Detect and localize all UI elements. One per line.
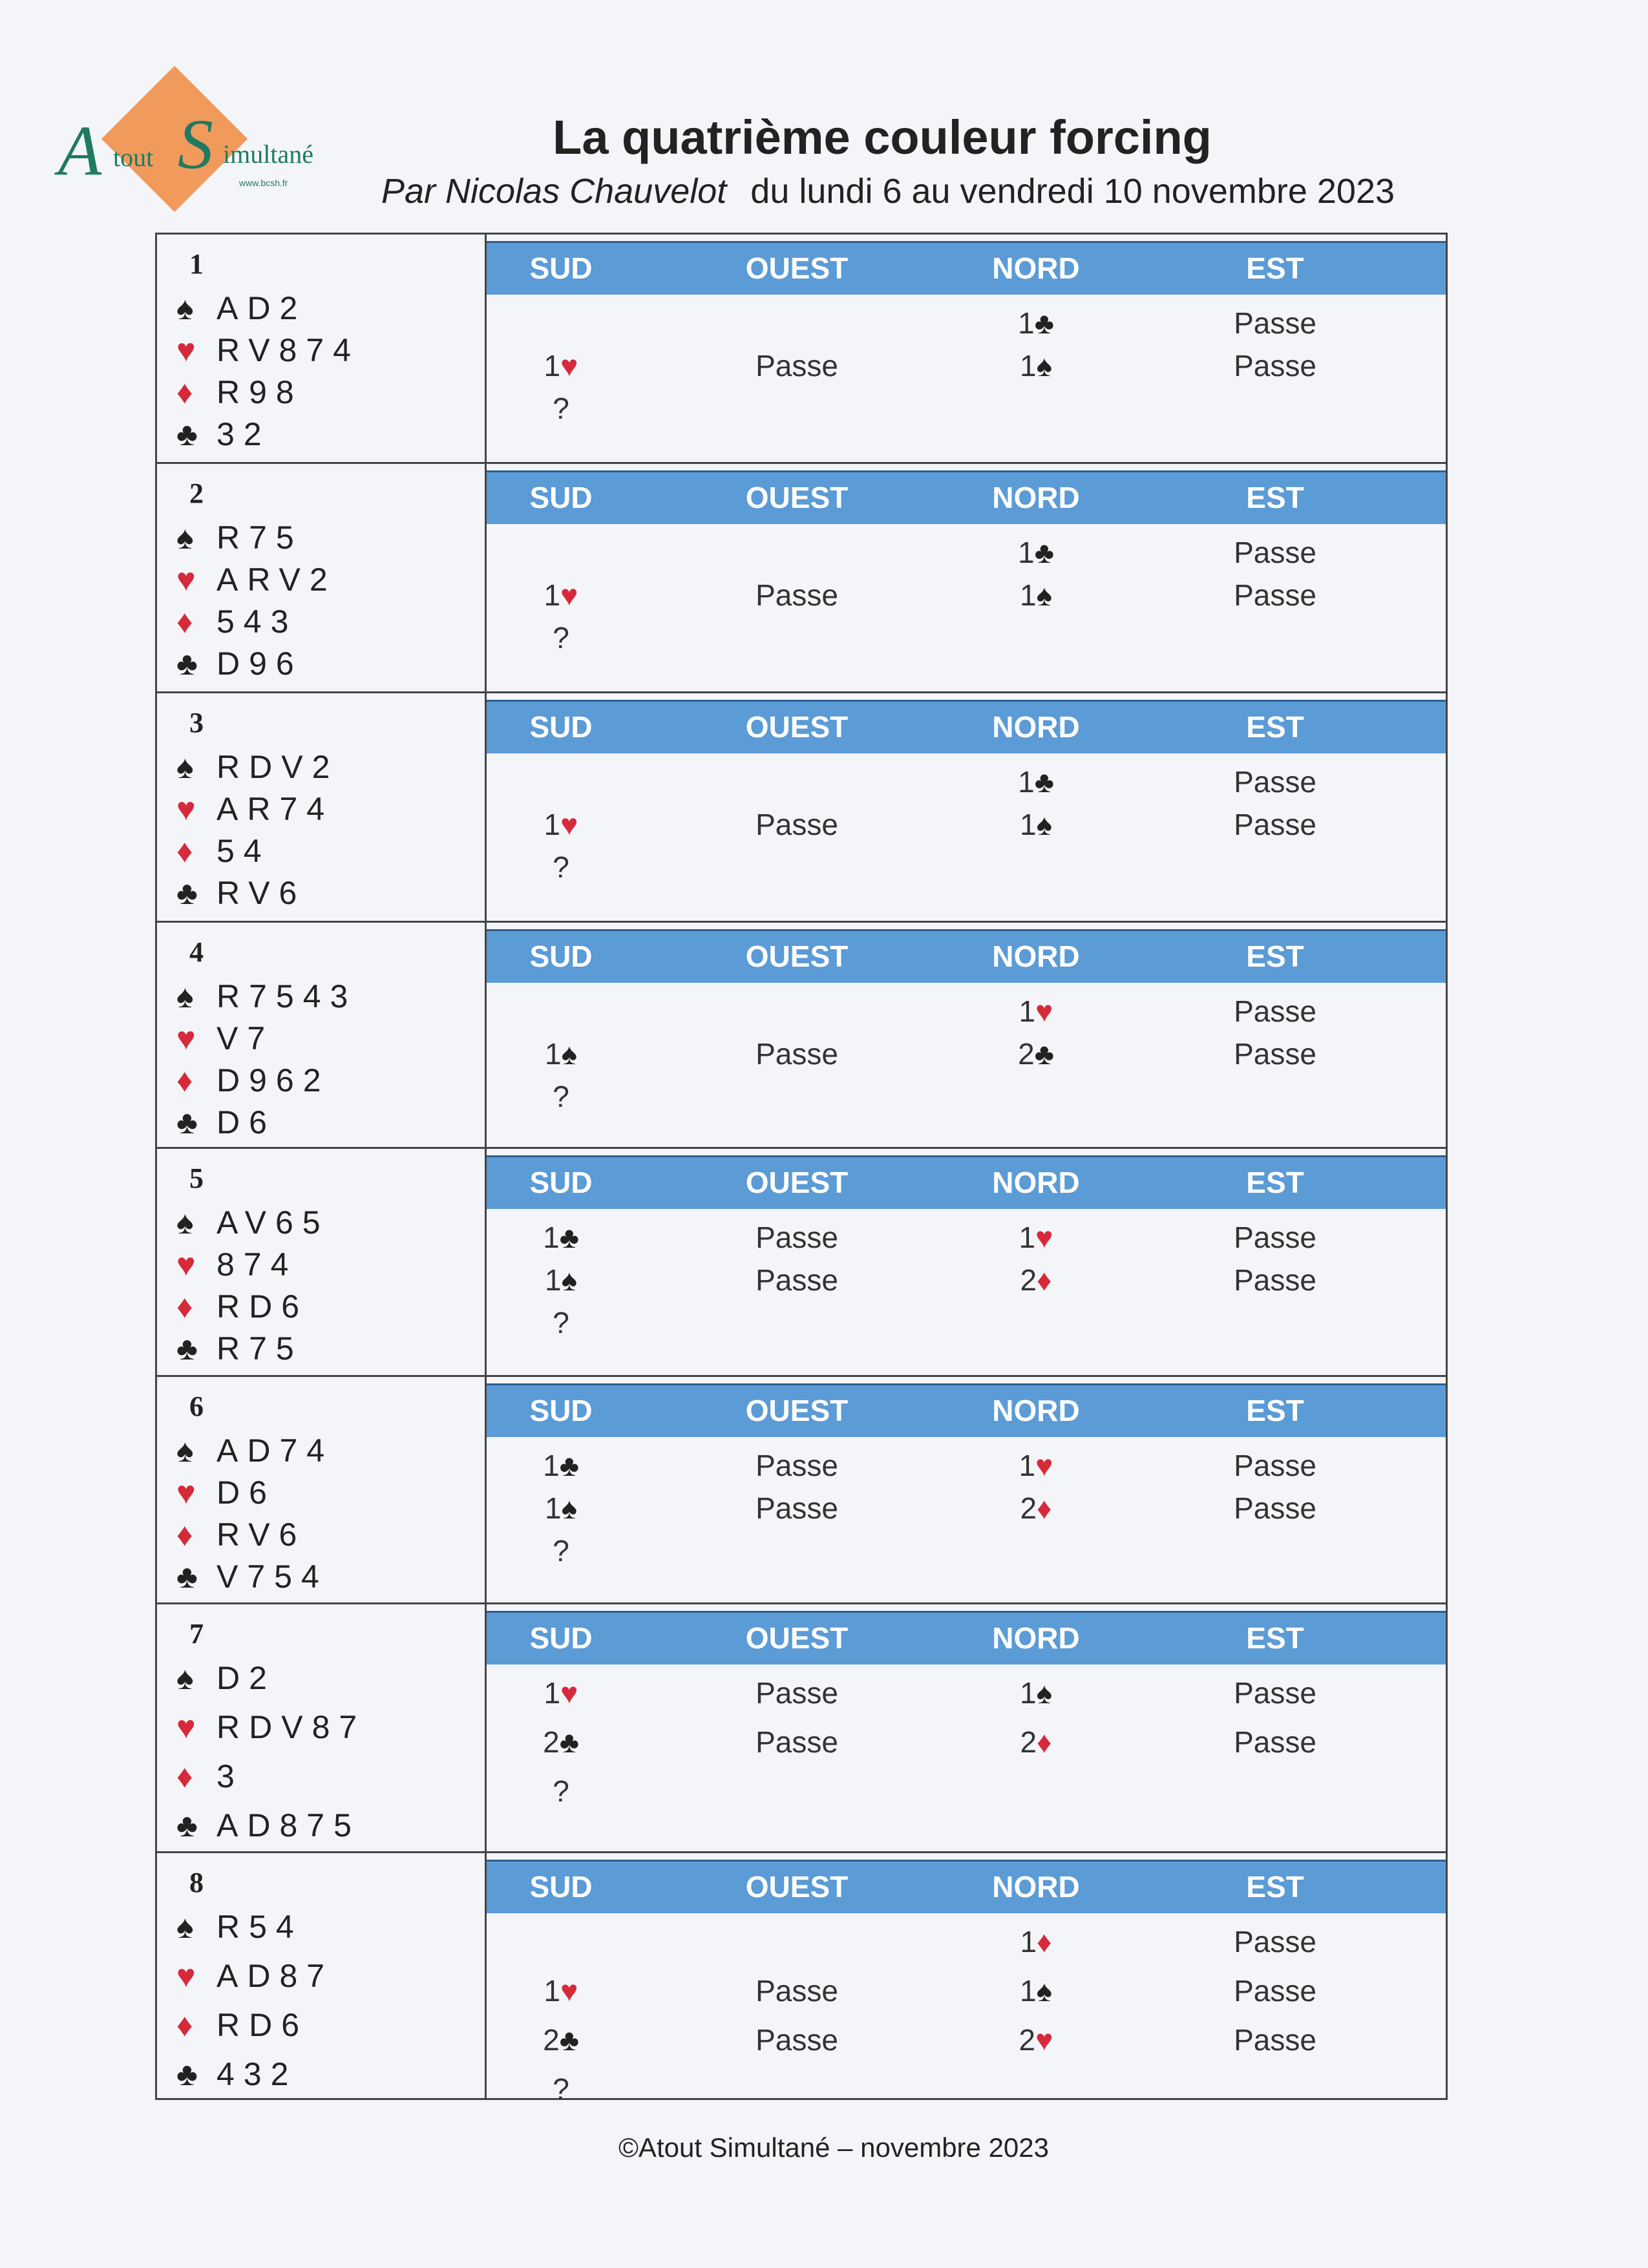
bid-est: Passe bbox=[1234, 536, 1316, 569]
header-sud: SUD bbox=[529, 481, 593, 514]
spades-cards: AV65 bbox=[217, 1204, 330, 1241]
bid-nord: 1♠ bbox=[1019, 1676, 1053, 1710]
bid-sud: 1♥ bbox=[544, 1676, 578, 1710]
bid-nord: 1♥ bbox=[1019, 1221, 1053, 1254]
diamonds-icon: ♦ bbox=[176, 833, 193, 869]
deal-number: 1 bbox=[189, 248, 204, 280]
bid-sud: ? bbox=[553, 2072, 569, 2106]
spades-cards: R54 bbox=[217, 1909, 303, 1945]
diamonds-cards: RD6 bbox=[217, 1288, 309, 1325]
header-ouest: OUEST bbox=[745, 1870, 849, 1904]
south-hand bbox=[157, 235, 487, 462]
header-sud: SUD bbox=[529, 940, 593, 973]
hand-clubs bbox=[176, 874, 306, 912]
bid-suit-icon: ♠ bbox=[1036, 808, 1053, 841]
spades-icon: ♠ bbox=[176, 520, 194, 556]
bidding-header bbox=[487, 241, 1446, 295]
hand-diamonds bbox=[176, 1516, 306, 1553]
hand-hearts bbox=[176, 1474, 276, 1511]
header-nord: NORD bbox=[992, 1870, 1080, 1904]
bid-sud: 1♥ bbox=[544, 808, 578, 841]
bid-sud: 1♥ bbox=[544, 349, 578, 383]
hearts-icon: ♥ bbox=[176, 791, 196, 827]
diamonds-cards: RV6 bbox=[217, 1517, 306, 1553]
bid-ouest: Passe bbox=[755, 1037, 838, 1071]
hearts-icon: ♥ bbox=[176, 332, 196, 368]
bid-sud: 1♣ bbox=[543, 1221, 579, 1254]
hearts-icon: ♥ bbox=[176, 1709, 196, 1745]
bid-ouest: Passe bbox=[755, 1221, 838, 1254]
spades-cards: R75 bbox=[217, 520, 303, 556]
header-ouest: OUEST bbox=[745, 1621, 849, 1655]
bid-nord: 2♥ bbox=[1019, 2023, 1053, 2057]
hand-hearts bbox=[176, 790, 333, 828]
south-hand bbox=[157, 1853, 487, 2098]
hearts-cards: D6 bbox=[217, 1475, 276, 1511]
spades-icon: ♠ bbox=[176, 1204, 194, 1241]
hearts-icon: ♥ bbox=[176, 1246, 196, 1283]
header-est: EST bbox=[1246, 710, 1304, 744]
bid-est: Passe bbox=[1234, 1221, 1316, 1254]
spades-icon: ♠ bbox=[176, 1909, 194, 1945]
hand-clubs bbox=[176, 1330, 303, 1367]
hearts-cards: V7 bbox=[217, 1020, 275, 1056]
bid-ouest: Passe bbox=[755, 1491, 838, 1525]
clubs-icon: ♣ bbox=[176, 646, 198, 682]
clubs-icon: ♣ bbox=[176, 1104, 198, 1140]
diamonds-cards: 54 bbox=[217, 833, 271, 869]
bid-est: Passe bbox=[1234, 1974, 1316, 2008]
hand-clubs bbox=[176, 415, 271, 453]
bid-sud: ? bbox=[553, 392, 569, 425]
hand-spades bbox=[176, 1908, 303, 1946]
hand-clubs bbox=[176, 2055, 297, 2093]
deal-number: 2 bbox=[189, 478, 204, 509]
spades-icon: ♠ bbox=[176, 978, 194, 1014]
bid-ouest: Passe bbox=[755, 1725, 838, 1759]
bid-suit-icon: ♦ bbox=[1037, 1263, 1052, 1297]
hand-spades bbox=[176, 1204, 330, 1241]
deal-number: 7 bbox=[189, 1618, 204, 1650]
bid-est: Passe bbox=[1234, 349, 1316, 383]
bidding-table bbox=[487, 693, 1446, 921]
bid-est: Passe bbox=[1234, 1037, 1316, 1071]
header-sud: SUD bbox=[529, 1621, 593, 1655]
hand-hearts bbox=[176, 1246, 297, 1283]
south-hand bbox=[157, 464, 487, 691]
bid-est: Passe bbox=[1234, 1925, 1316, 1958]
bid-est: Passe bbox=[1234, 1449, 1316, 1482]
south-hand bbox=[157, 1149, 487, 1375]
author-name: Par Nicolas Chauvelot bbox=[381, 172, 727, 211]
south-hand bbox=[157, 1377, 487, 1602]
bid-est: Passe bbox=[1234, 808, 1316, 841]
header-ouest: OUEST bbox=[745, 251, 849, 285]
spades-cards: D2 bbox=[217, 1660, 276, 1696]
deal-number: 8 bbox=[189, 1867, 204, 1898]
hearts-cards: 874 bbox=[217, 1246, 298, 1283]
bid-sud: 1♠ bbox=[544, 1491, 578, 1525]
hand-diamonds bbox=[176, 603, 297, 640]
diamonds-cards: 543 bbox=[217, 604, 298, 640]
bid-nord: 1♣ bbox=[1018, 306, 1054, 340]
date-range: du lundi 6 au vendredi 10 novembre 2023 bbox=[750, 172, 1395, 211]
bid-nord: 1♣ bbox=[1018, 765, 1054, 799]
spades-cards: AD74 bbox=[217, 1433, 334, 1469]
header-est: EST bbox=[1246, 251, 1304, 285]
copyright-footer: ©Atout Simultané – novembre 2023 bbox=[618, 2132, 1049, 2163]
bidding-table bbox=[487, 235, 1446, 462]
bidding-header bbox=[487, 1383, 1446, 1437]
clubs-cards: RV6 bbox=[217, 875, 306, 911]
page-subtitle bbox=[381, 171, 1395, 211]
hand-diamonds bbox=[176, 373, 303, 411]
bid-suit-icon: ♥ bbox=[1035, 1221, 1053, 1254]
hand-clubs bbox=[176, 645, 303, 682]
spades-cards: R7543 bbox=[217, 978, 357, 1014]
bid-sud: ? bbox=[553, 1080, 569, 1113]
spades-icon: ♠ bbox=[176, 1660, 194, 1696]
bid-suit-icon: ♦ bbox=[1037, 1925, 1052, 1958]
hand-diamonds bbox=[176, 2006, 308, 2044]
clubs-icon: ♣ bbox=[176, 1330, 198, 1367]
hand-diamonds bbox=[176, 1288, 308, 1325]
bidding-table bbox=[487, 1377, 1446, 1602]
bid-ouest: Passe bbox=[755, 578, 838, 612]
deal-number: 3 bbox=[189, 707, 204, 739]
bid-suit-icon: ♠ bbox=[561, 1037, 578, 1071]
deal-number: 5 bbox=[189, 1162, 204, 1194]
header-nord: NORD bbox=[992, 481, 1080, 514]
bid-suit-icon: ♦ bbox=[1037, 1491, 1052, 1525]
bid-sud: 2♣ bbox=[543, 1725, 579, 1759]
bid-est: Passe bbox=[1234, 306, 1316, 340]
bidding-header bbox=[487, 1611, 1446, 1664]
bid-nord: 2♦ bbox=[1020, 1725, 1052, 1759]
bid-suit-icon: ♥ bbox=[1035, 1449, 1053, 1482]
bid-sud: 1♠ bbox=[544, 1037, 578, 1071]
bid-est: Passe bbox=[1234, 1676, 1316, 1710]
hearts-cards: RV874 bbox=[217, 332, 360, 368]
hearts-icon: ♥ bbox=[176, 1020, 196, 1056]
hearts-cards: AR74 bbox=[217, 791, 334, 827]
header-ouest: OUEST bbox=[745, 710, 849, 744]
bid-suit-icon: ♥ bbox=[560, 1974, 578, 2008]
diamonds-icon: ♦ bbox=[176, 1062, 193, 1098]
bid-suit-icon: ♥ bbox=[560, 349, 578, 383]
hearts-icon: ♥ bbox=[176, 1475, 196, 1511]
clubs-icon: ♣ bbox=[176, 875, 198, 911]
header-sud: SUD bbox=[529, 710, 593, 744]
hearts-cards: ARV2 bbox=[217, 562, 337, 598]
bid-ouest: Passe bbox=[755, 808, 838, 841]
deal-row bbox=[155, 1375, 1448, 1602]
clubs-icon: ♣ bbox=[176, 2056, 198, 2092]
bid-sud: 2♣ bbox=[543, 2023, 579, 2057]
bid-ouest: Passe bbox=[755, 1263, 838, 1297]
bid-nord: 2♦ bbox=[1020, 1491, 1052, 1525]
bidding-header bbox=[487, 700, 1446, 753]
hearts-cards: RDV87 bbox=[217, 1709, 366, 1745]
bid-suit-icon: ♣ bbox=[1034, 1037, 1054, 1071]
hand-spades bbox=[176, 289, 306, 327]
bidding-header bbox=[487, 1155, 1446, 1209]
clubs-cards: R75 bbox=[217, 1330, 303, 1367]
header-sud: SUD bbox=[529, 1166, 593, 1199]
bid-ouest: Passe bbox=[755, 2023, 838, 2057]
diamonds-icon: ♦ bbox=[176, 1517, 193, 1553]
bid-nord: 1♠ bbox=[1019, 578, 1053, 612]
header-ouest: OUEST bbox=[745, 1166, 849, 1199]
hand-diamonds bbox=[176, 1062, 330, 1099]
spades-icon: ♠ bbox=[176, 290, 194, 326]
header-nord: NORD bbox=[992, 940, 1080, 973]
deal-row bbox=[155, 1602, 1448, 1851]
hand-clubs bbox=[176, 1807, 361, 1844]
bid-sud: ? bbox=[553, 1534, 569, 1568]
spades-cards: RDV2 bbox=[217, 749, 339, 785]
clubs-icon: ♣ bbox=[176, 1807, 198, 1843]
diamonds-icon: ♦ bbox=[176, 2007, 193, 2043]
header-est: EST bbox=[1246, 1394, 1304, 1427]
header-sud: SUD bbox=[529, 1870, 593, 1904]
bid-est: Passe bbox=[1234, 765, 1316, 799]
header-nord: NORD bbox=[992, 1621, 1080, 1655]
bid-suit-icon: ♥ bbox=[560, 1676, 578, 1710]
bid-suit-icon: ♣ bbox=[559, 2023, 579, 2057]
hand-hearts bbox=[176, 1957, 333, 1995]
bid-suit-icon: ♥ bbox=[1035, 2023, 1053, 2057]
bid-nord: 1♦ bbox=[1020, 1925, 1052, 1958]
deal-row bbox=[155, 921, 1448, 1147]
bid-sud: 1♥ bbox=[544, 1974, 578, 2008]
bid-ouest: Passe bbox=[755, 1449, 838, 1482]
hearts-icon: ♥ bbox=[176, 1958, 196, 1994]
logo-word-tout: tout bbox=[113, 143, 154, 172]
bid-suit-icon: ♠ bbox=[1036, 1974, 1053, 2008]
bid-nord: 1♠ bbox=[1019, 1974, 1053, 2008]
logo-letter-a: A bbox=[58, 111, 102, 190]
hand-spades bbox=[176, 748, 339, 786]
deal-number: 4 bbox=[189, 936, 204, 968]
bid-suit-icon: ♣ bbox=[1034, 536, 1054, 569]
bid-ouest: Passe bbox=[755, 349, 838, 383]
bid-nord: 2♣ bbox=[1018, 1037, 1054, 1071]
header-nord: NORD bbox=[992, 1166, 1080, 1199]
bid-suit-icon: ♣ bbox=[559, 1725, 579, 1759]
logo-word-imultane: imultané bbox=[223, 140, 313, 169]
diamonds-icon: ♦ bbox=[176, 1288, 193, 1325]
hand-spades bbox=[176, 519, 303, 556]
spades-cards: AD2 bbox=[217, 290, 307, 326]
diamonds-icon: ♦ bbox=[176, 1758, 193, 1794]
bid-suit-icon: ♥ bbox=[1035, 994, 1053, 1028]
bid-sud: ? bbox=[553, 621, 569, 655]
south-hand bbox=[157, 693, 487, 921]
header-sud: SUD bbox=[529, 251, 593, 285]
header-nord: NORD bbox=[992, 251, 1080, 285]
hand-clubs bbox=[176, 1558, 328, 1595]
bid-suit-icon: ♠ bbox=[1036, 1676, 1053, 1710]
bid-ouest: Passe bbox=[755, 1974, 838, 2008]
bidding-table bbox=[487, 923, 1446, 1147]
spades-icon: ♠ bbox=[176, 749, 194, 785]
bid-est: Passe bbox=[1234, 1491, 1316, 1525]
hand-hearts bbox=[176, 561, 337, 598]
header-est: EST bbox=[1246, 1166, 1304, 1199]
deal-row bbox=[155, 462, 1448, 691]
diamonds-icon: ♦ bbox=[176, 374, 193, 410]
bidding-table bbox=[487, 1149, 1446, 1375]
logo-url: www.bcsh.fr bbox=[239, 178, 288, 188]
header-est: EST bbox=[1246, 940, 1304, 973]
bid-nord: 1♠ bbox=[1019, 349, 1053, 383]
bid-ouest: Passe bbox=[755, 1676, 838, 1710]
bid-suit-icon: ♣ bbox=[559, 1449, 579, 1482]
bid-est: Passe bbox=[1234, 2023, 1316, 2057]
bid-nord: 2♦ bbox=[1020, 1263, 1052, 1297]
south-hand bbox=[157, 1604, 487, 1851]
bid-suit-icon: ♠ bbox=[561, 1491, 578, 1525]
bid-sud: 1♠ bbox=[544, 1263, 578, 1297]
hand-diamonds bbox=[176, 1758, 244, 1795]
bidding-table bbox=[487, 1853, 1446, 2106]
bid-est: Passe bbox=[1234, 1725, 1316, 1759]
clubs-cards: 32 bbox=[217, 416, 271, 452]
clubs-cards: AD875 bbox=[217, 1807, 361, 1843]
spades-icon: ♠ bbox=[176, 1433, 194, 1469]
south-hand bbox=[157, 923, 487, 1147]
bidding-header bbox=[487, 1860, 1446, 1913]
deal-row bbox=[155, 1147, 1448, 1375]
hearts-icon: ♥ bbox=[176, 562, 196, 598]
bid-nord: 1♥ bbox=[1019, 1449, 1053, 1482]
clubs-cards: V754 bbox=[217, 1559, 328, 1595]
clubs-cards: 432 bbox=[217, 2056, 298, 2092]
header-sud: SUD bbox=[529, 1394, 593, 1427]
diamonds-icon: ♦ bbox=[176, 604, 193, 640]
clubs-icon: ♣ bbox=[176, 1559, 198, 1595]
header-est: EST bbox=[1246, 1870, 1304, 1904]
bidding-header bbox=[487, 470, 1446, 524]
bid-suit-icon: ♣ bbox=[559, 1221, 579, 1254]
clubs-cards: D96 bbox=[217, 646, 303, 682]
hand-diamonds bbox=[176, 832, 271, 870]
header-ouest: OUEST bbox=[745, 481, 849, 514]
deal-number: 6 bbox=[189, 1391, 204, 1422]
deal-row bbox=[155, 233, 1448, 462]
bid-est: Passe bbox=[1234, 994, 1316, 1028]
bidding-table bbox=[487, 464, 1446, 691]
hand-clubs bbox=[176, 1104, 276, 1141]
bid-sud: ? bbox=[553, 1774, 569, 1808]
hand-spades bbox=[176, 1659, 276, 1697]
bidding-header bbox=[487, 929, 1446, 983]
bid-sud: 1♣ bbox=[543, 1449, 579, 1482]
hearts-cards: AD87 bbox=[217, 1958, 334, 1994]
hand-hearts bbox=[176, 1708, 366, 1746]
hand-spades bbox=[176, 978, 357, 1015]
header-ouest: OUEST bbox=[745, 940, 849, 973]
hand-hearts bbox=[176, 331, 360, 369]
bid-suit-icon: ♥ bbox=[560, 808, 578, 841]
clubs-cards: D6 bbox=[217, 1104, 276, 1140]
bid-sud: ? bbox=[553, 1306, 569, 1339]
bid-suit-icon: ♣ bbox=[1034, 765, 1054, 799]
diamonds-cards: R98 bbox=[217, 374, 303, 410]
bid-suit-icon: ♠ bbox=[1036, 349, 1053, 383]
bidding-table bbox=[487, 1604, 1446, 1851]
logo-letter-s: S bbox=[178, 105, 213, 184]
hand-spades bbox=[176, 1432, 333, 1469]
bid-suit-icon: ♠ bbox=[561, 1263, 578, 1297]
bid-sud: 1♥ bbox=[544, 578, 578, 612]
bid-suit-icon: ♥ bbox=[560, 578, 578, 612]
deal-row bbox=[155, 1851, 1448, 2106]
bid-sud: ? bbox=[553, 850, 569, 884]
diamonds-cards: 3 bbox=[217, 1758, 244, 1794]
hand-hearts bbox=[176, 1020, 274, 1057]
deal-row bbox=[155, 691, 1448, 921]
header-est: EST bbox=[1246, 1621, 1304, 1655]
bid-suit-icon: ♣ bbox=[1034, 306, 1054, 340]
diamonds-cards: RD6 bbox=[217, 2007, 309, 2043]
clubs-icon: ♣ bbox=[176, 416, 198, 452]
bid-suit-icon: ♠ bbox=[1036, 578, 1053, 612]
bid-est: Passe bbox=[1234, 578, 1316, 612]
header-ouest: OUEST bbox=[745, 1394, 849, 1427]
bid-nord: 1♥ bbox=[1019, 994, 1053, 1028]
bid-nord: 1♠ bbox=[1019, 808, 1053, 841]
bid-nord: 1♣ bbox=[1018, 536, 1054, 569]
page-title: La quatrième couleur forcing bbox=[553, 110, 1212, 164]
bid-suit-icon: ♦ bbox=[1037, 1725, 1052, 1759]
diamonds-cards: D962 bbox=[217, 1062, 330, 1098]
header-nord: NORD bbox=[992, 710, 1080, 744]
bid-est: Passe bbox=[1234, 1263, 1316, 1297]
header-nord: NORD bbox=[992, 1394, 1080, 1427]
header-est: EST bbox=[1246, 481, 1304, 514]
